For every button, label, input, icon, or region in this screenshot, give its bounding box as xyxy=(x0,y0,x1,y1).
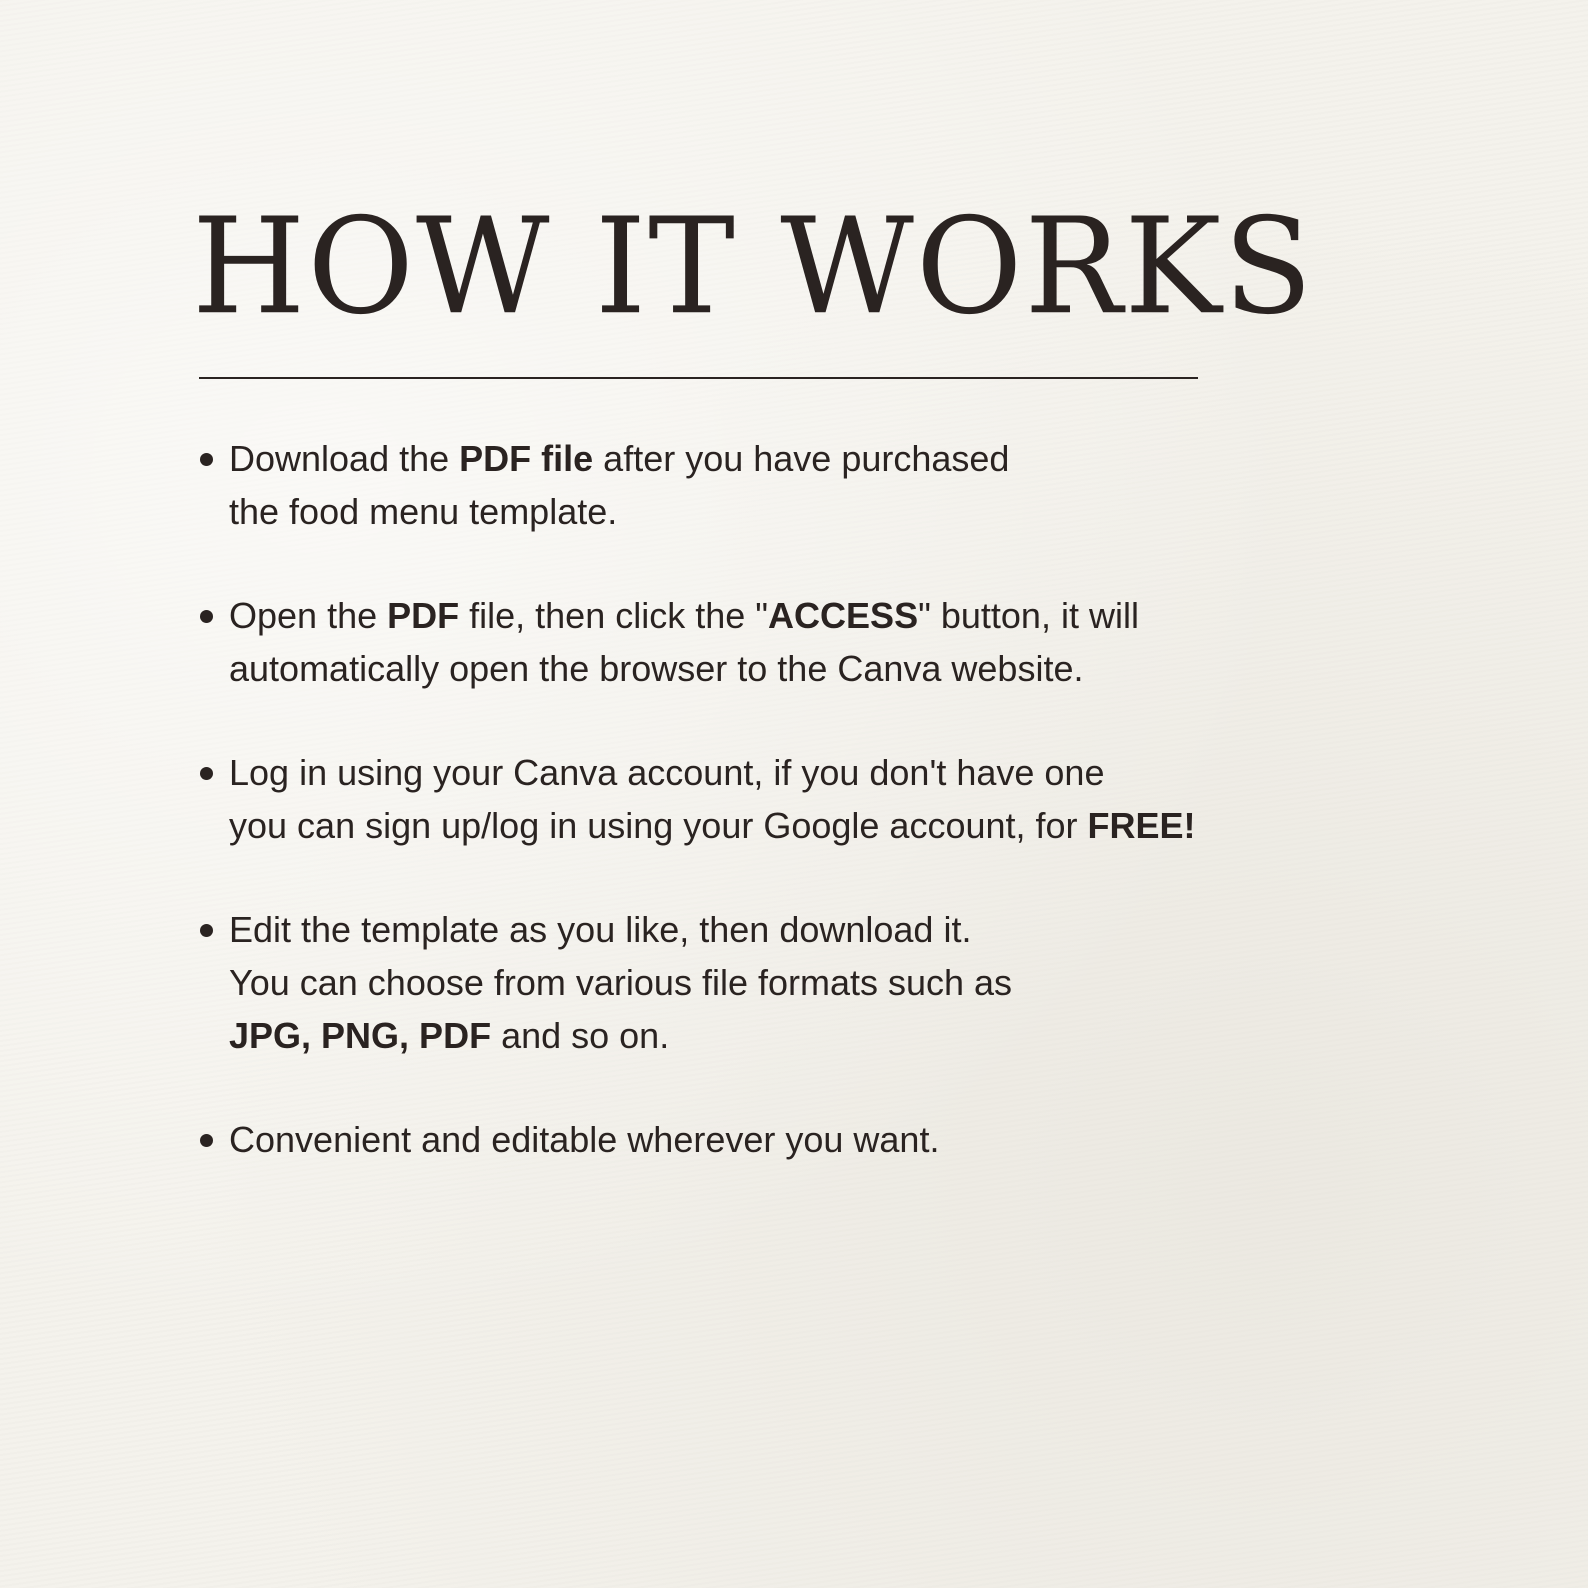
step-bold-text: FREE! xyxy=(1087,805,1196,846)
step-text: after you have purchased xyxy=(593,438,1010,479)
step-line xyxy=(229,432,1399,485)
step-line xyxy=(229,799,1399,852)
list-item xyxy=(199,746,1399,852)
step-line: You can choose from various file formats such as xyxy=(229,962,1013,1003)
step-text: Open the xyxy=(229,595,388,636)
bullet-dot-icon xyxy=(200,453,213,466)
step-line: the food menu template. xyxy=(229,491,618,532)
step-line xyxy=(229,1009,1399,1062)
step-bold-text: JPG, PNG, PDF xyxy=(229,1015,492,1056)
step-text: and so on. xyxy=(491,1015,670,1056)
step-line: Log in using your Canva account, if you don't have one xyxy=(229,752,1105,793)
step-text: " button, it will xyxy=(918,595,1139,636)
list-item xyxy=(199,903,1399,1062)
bullet-dot-icon xyxy=(200,1134,213,1147)
list-item xyxy=(199,1113,1399,1166)
bullet-dot-icon xyxy=(200,767,213,780)
step-line: Edit the template as you like, then download it. xyxy=(229,909,972,950)
title-divider xyxy=(199,377,1198,379)
steps-list xyxy=(199,432,1399,1166)
list-item xyxy=(199,432,1399,538)
step-bold-text: PDF file xyxy=(459,438,594,479)
step-line: automatically open the browser to the Canva website. xyxy=(229,648,1084,689)
step-text: Download the xyxy=(229,438,460,479)
step-bold-text: ACCESS xyxy=(768,595,919,636)
step-text: you can sign up/log in using your Google account, for xyxy=(229,805,1088,846)
step-line xyxy=(229,589,1399,642)
step-line: Convenient and editable wherever you want. xyxy=(229,1119,940,1160)
step-text: file, then click the " xyxy=(459,595,769,636)
page-title: HOW IT WORKS xyxy=(192,188,1315,344)
list-item xyxy=(199,589,1399,695)
bullet-dot-icon xyxy=(200,610,213,623)
bullet-dot-icon xyxy=(200,924,213,937)
step-bold-text: PDF xyxy=(387,595,460,636)
